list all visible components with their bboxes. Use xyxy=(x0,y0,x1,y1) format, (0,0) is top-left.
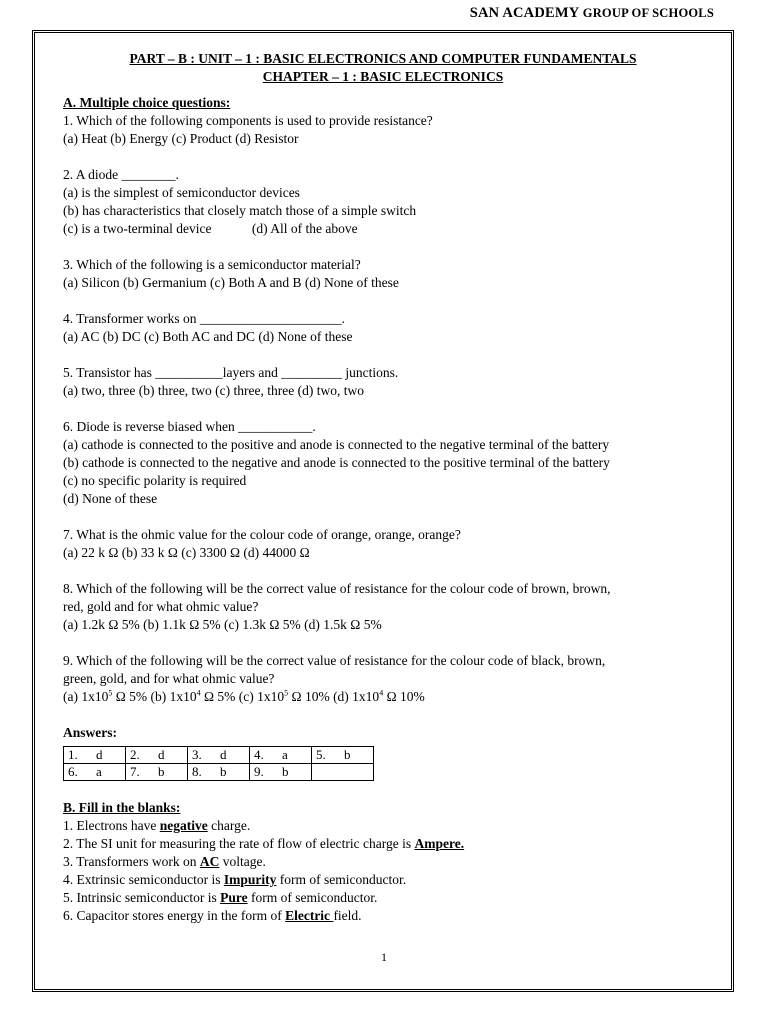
table-row xyxy=(64,764,374,781)
question-line: (a) Heat (b) Energy (c) Product (d) Resistor xyxy=(63,131,299,146)
question-7 xyxy=(63,526,703,562)
answer-cell: 1. d xyxy=(64,747,126,764)
question-line: 4. Transformer works on _____________________. xyxy=(63,311,345,326)
question-line: 3. Which of the following is a semiconductor material? xyxy=(63,257,361,272)
question-line: (a) is the simplest of semiconductor devices xyxy=(63,185,300,200)
question-4 xyxy=(63,310,703,346)
question-line: 1. Which of the following components is used to provide resistance? xyxy=(63,113,433,128)
question-3 xyxy=(63,256,703,292)
question-2 xyxy=(63,166,703,238)
document-content xyxy=(63,50,703,925)
question-line: (c) no specific polarity is required xyxy=(63,473,247,488)
question-line: (a) cathode is connected to the positive and anode is connected to the negative terminal of the battery xyxy=(63,437,610,452)
question-line: 9. Which of the following will be the correct value of resistance for the colour code of black, brown, xyxy=(63,653,606,668)
question-line: (c) is a two-terminal device (d) All of the above xyxy=(63,221,358,236)
question-line: (a) 1.2k Ω 5% (b) 1.1k Ω 5% (c) 1.3k Ω 5% (d) 1.5k Ω 5% xyxy=(63,617,382,632)
question-line: (a) 22 k Ω (b) 33 k Ω (c) 3300 Ω (d) 44000 Ω xyxy=(63,545,310,560)
answer-cell: 9. b xyxy=(250,764,312,781)
question-5 xyxy=(63,364,703,400)
answer-cell: 4. a xyxy=(250,747,312,764)
document-title: PART – B : UNIT – 1 : BASIC ELECTRONICS AND COMPUTER FUNDAMENTALS xyxy=(129,51,637,66)
school-group: GROUP OF SCHOOLS xyxy=(582,6,714,20)
question-line: (d) None of these xyxy=(63,491,158,506)
chapter-title: CHAPTER – 1 : BASIC ELECTRONICS xyxy=(262,69,504,84)
fill-blank-item: 3. Transformers work on AC voltage. xyxy=(63,854,266,869)
answer-cell: 2. d xyxy=(126,747,188,764)
answer-cell: 3. d xyxy=(188,747,250,764)
question-line: (b) cathode is connected to the negative and anode is connected to the positive terminal of the battery xyxy=(63,455,610,470)
question-line: 6. Diode is reverse biased when ___________. xyxy=(63,419,316,434)
question-line: (b) has characteristics that closely match those of a simple switch xyxy=(63,203,417,218)
question-line: red, gold and for what ohmic value? xyxy=(63,599,259,614)
section-b-heading: B. Fill in the blanks: xyxy=(63,800,181,815)
school-name: SAN ACADEMY xyxy=(469,5,580,21)
question-6 xyxy=(63,418,703,508)
answers-heading: Answers: xyxy=(63,725,117,740)
question-line: green, gold, and for what ohmic value? xyxy=(63,671,275,686)
question-line: (a) Silicon (b) Germanium (c) Both A and B (d) None of these xyxy=(63,275,399,290)
answer-cell: 5. b xyxy=(312,747,374,764)
question-8 xyxy=(63,580,703,634)
question-9 xyxy=(63,652,703,706)
table-row xyxy=(64,747,374,764)
fill-blank-item: 1. Electrons have negative charge. xyxy=(63,818,251,833)
question-line: 5. Transistor has __________layers and _________ junctions. xyxy=(63,365,399,380)
answers-table xyxy=(63,746,374,781)
question-line: (a) two, three (b) three, two (c) three, three (d) two, two xyxy=(63,383,364,398)
question-line: 2. A diode ________. xyxy=(63,167,179,182)
question-1 xyxy=(63,112,703,148)
answer-cell: 8. b xyxy=(188,764,250,781)
school-header xyxy=(470,4,714,22)
question-line: (a) AC (b) DC (c) Both AC and DC (d) None of these xyxy=(63,329,353,344)
page-number: 1 xyxy=(381,950,387,964)
fill-blank-item: 6. Capacitor stores energy in the form of Electric field. xyxy=(63,908,362,923)
question-9-options: (a) $1x10^5$ Ω 5% (b) $1x10^4$ Ω 5% (c) $1x10^5$ Ω 10% (d) $1x10^4$ Ω 10% xyxy=(63,688,425,704)
fill-blank-item: 2. The SI unit for measuring the rate of flow of electric charge is Ampere. xyxy=(63,836,465,851)
fill-blank-item: 5. Intrinsic semiconductor is Pure form of semiconductor. xyxy=(63,890,378,905)
question-line: 8. Which of the following will be the correct value of resistance for the colour code of brown, brown, xyxy=(63,581,611,596)
answer-cell: 7. b xyxy=(126,764,188,781)
question-line: 7. What is the ohmic value for the colour code of orange, orange, orange? xyxy=(63,527,461,542)
answer-cell xyxy=(312,764,374,781)
fill-blank-item: 4. Extrinsic semiconductor is Impurity form of semiconductor. xyxy=(63,872,407,887)
section-a-heading: A. Multiple choice questions: xyxy=(63,95,231,110)
answer-cell: 6. a xyxy=(64,764,126,781)
